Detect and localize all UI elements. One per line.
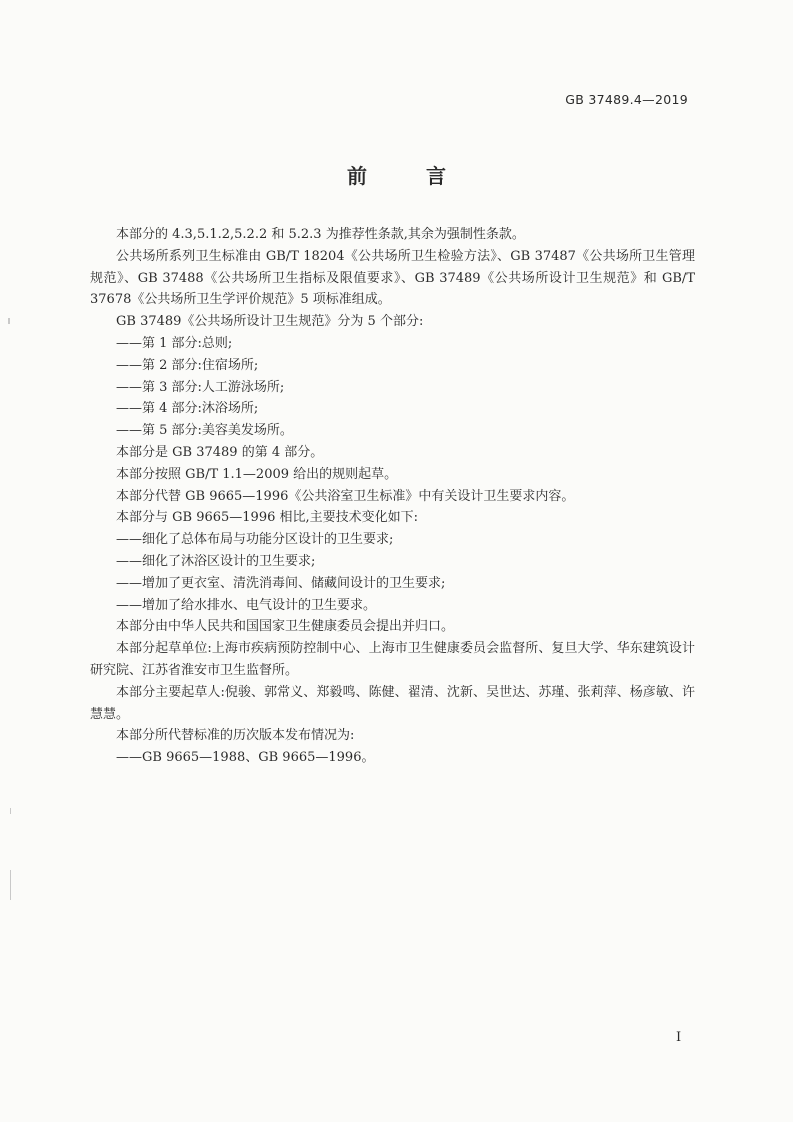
list-item: ——第 3 部分:人工游泳场所; (116, 379, 285, 395)
list-item: ——第 5 部分:美容美发场所。 (116, 423, 293, 439)
list-item: ——第 4 部分:沐浴场所; (116, 401, 259, 417)
paragraph: 本部分代替 GB 9665—1996《公共浴室卫生标准》中有关设计卫生要求内容。 (116, 488, 575, 504)
foreword-body (90, 224, 695, 769)
paragraph: 本部分起草单位:上海市疾病预防控制中心、上海市卫生健康委员会监督所、复旦大学、华东建筑设计研究院、江苏省淮安市卫生监督所。 (90, 641, 695, 678)
list-item: ——细化了沐浴区设计的卫生要求; (116, 553, 316, 569)
list-item: ——增加了更衣室、清洗消毒间、储藏间设计的卫生要求; (116, 575, 446, 591)
paragraph: 本部分是 GB 37489 的第 4 部分。 (116, 444, 324, 460)
paragraph: 本部分由中华人民共和国国家卫生健康委员会提出并归口。 (116, 619, 455, 635)
paragraph: 本部分主要起草人:倪骏、郭常义、郑毅鸣、陈健、翟清、沈新、吴世达、苏瑾、张莉萍、杨彦敏、许慧慧。 (90, 684, 695, 722)
scan-mark (10, 870, 11, 900)
list-item: ——增加了给水排水、电气设计的卫生要求。 (116, 597, 377, 613)
paragraph: 本部分的 4.3,5.1.2,5.2.2 和 5.2.3 为推荐性条款,其余为强制性条款。 (116, 227, 525, 242)
paragraph: 本部分按照 GB/T 1.1—2009 给出的规则起草。 (116, 466, 398, 482)
paragraph: 本部分与 GB 9665—1996 相比,主要技术变化如下: (116, 510, 419, 526)
standard-number: GB 37489.4—2019 (565, 92, 688, 107)
list-item: ——GB 9665—1988、GB 9665—1996。 (116, 750, 375, 766)
list-item: ——第 1 部分:总则; (116, 335, 233, 351)
page-number: I (676, 1030, 682, 1045)
scan-mark (8, 318, 10, 324)
paragraph: 本部分所代替标准的历次版本发布情况为: (116, 728, 355, 744)
list-item: ——细化了总体布局与功能分区设计的卫生要求; (116, 532, 394, 548)
page-title: 前 言 (347, 164, 472, 188)
scan-mark (10, 808, 11, 814)
paragraph: 公共场所系列卫生标准由 GB/T 18204《公共场所卫生检验方法》、GB 37487《公共场所卫生管理规范》、GB 37488《公共场所卫生指标及限值要求》、GB 37489《公共场所设计卫生规范》和 GB/T 37678《公共场所卫生学评价规范》5 项标准组成。 (90, 248, 695, 308)
list-item: ——第 2 部分:住宿场所; (116, 357, 259, 373)
paragraph: GB 37489《公共场所设计卫生规范》分为 5 个部分: (116, 314, 424, 330)
